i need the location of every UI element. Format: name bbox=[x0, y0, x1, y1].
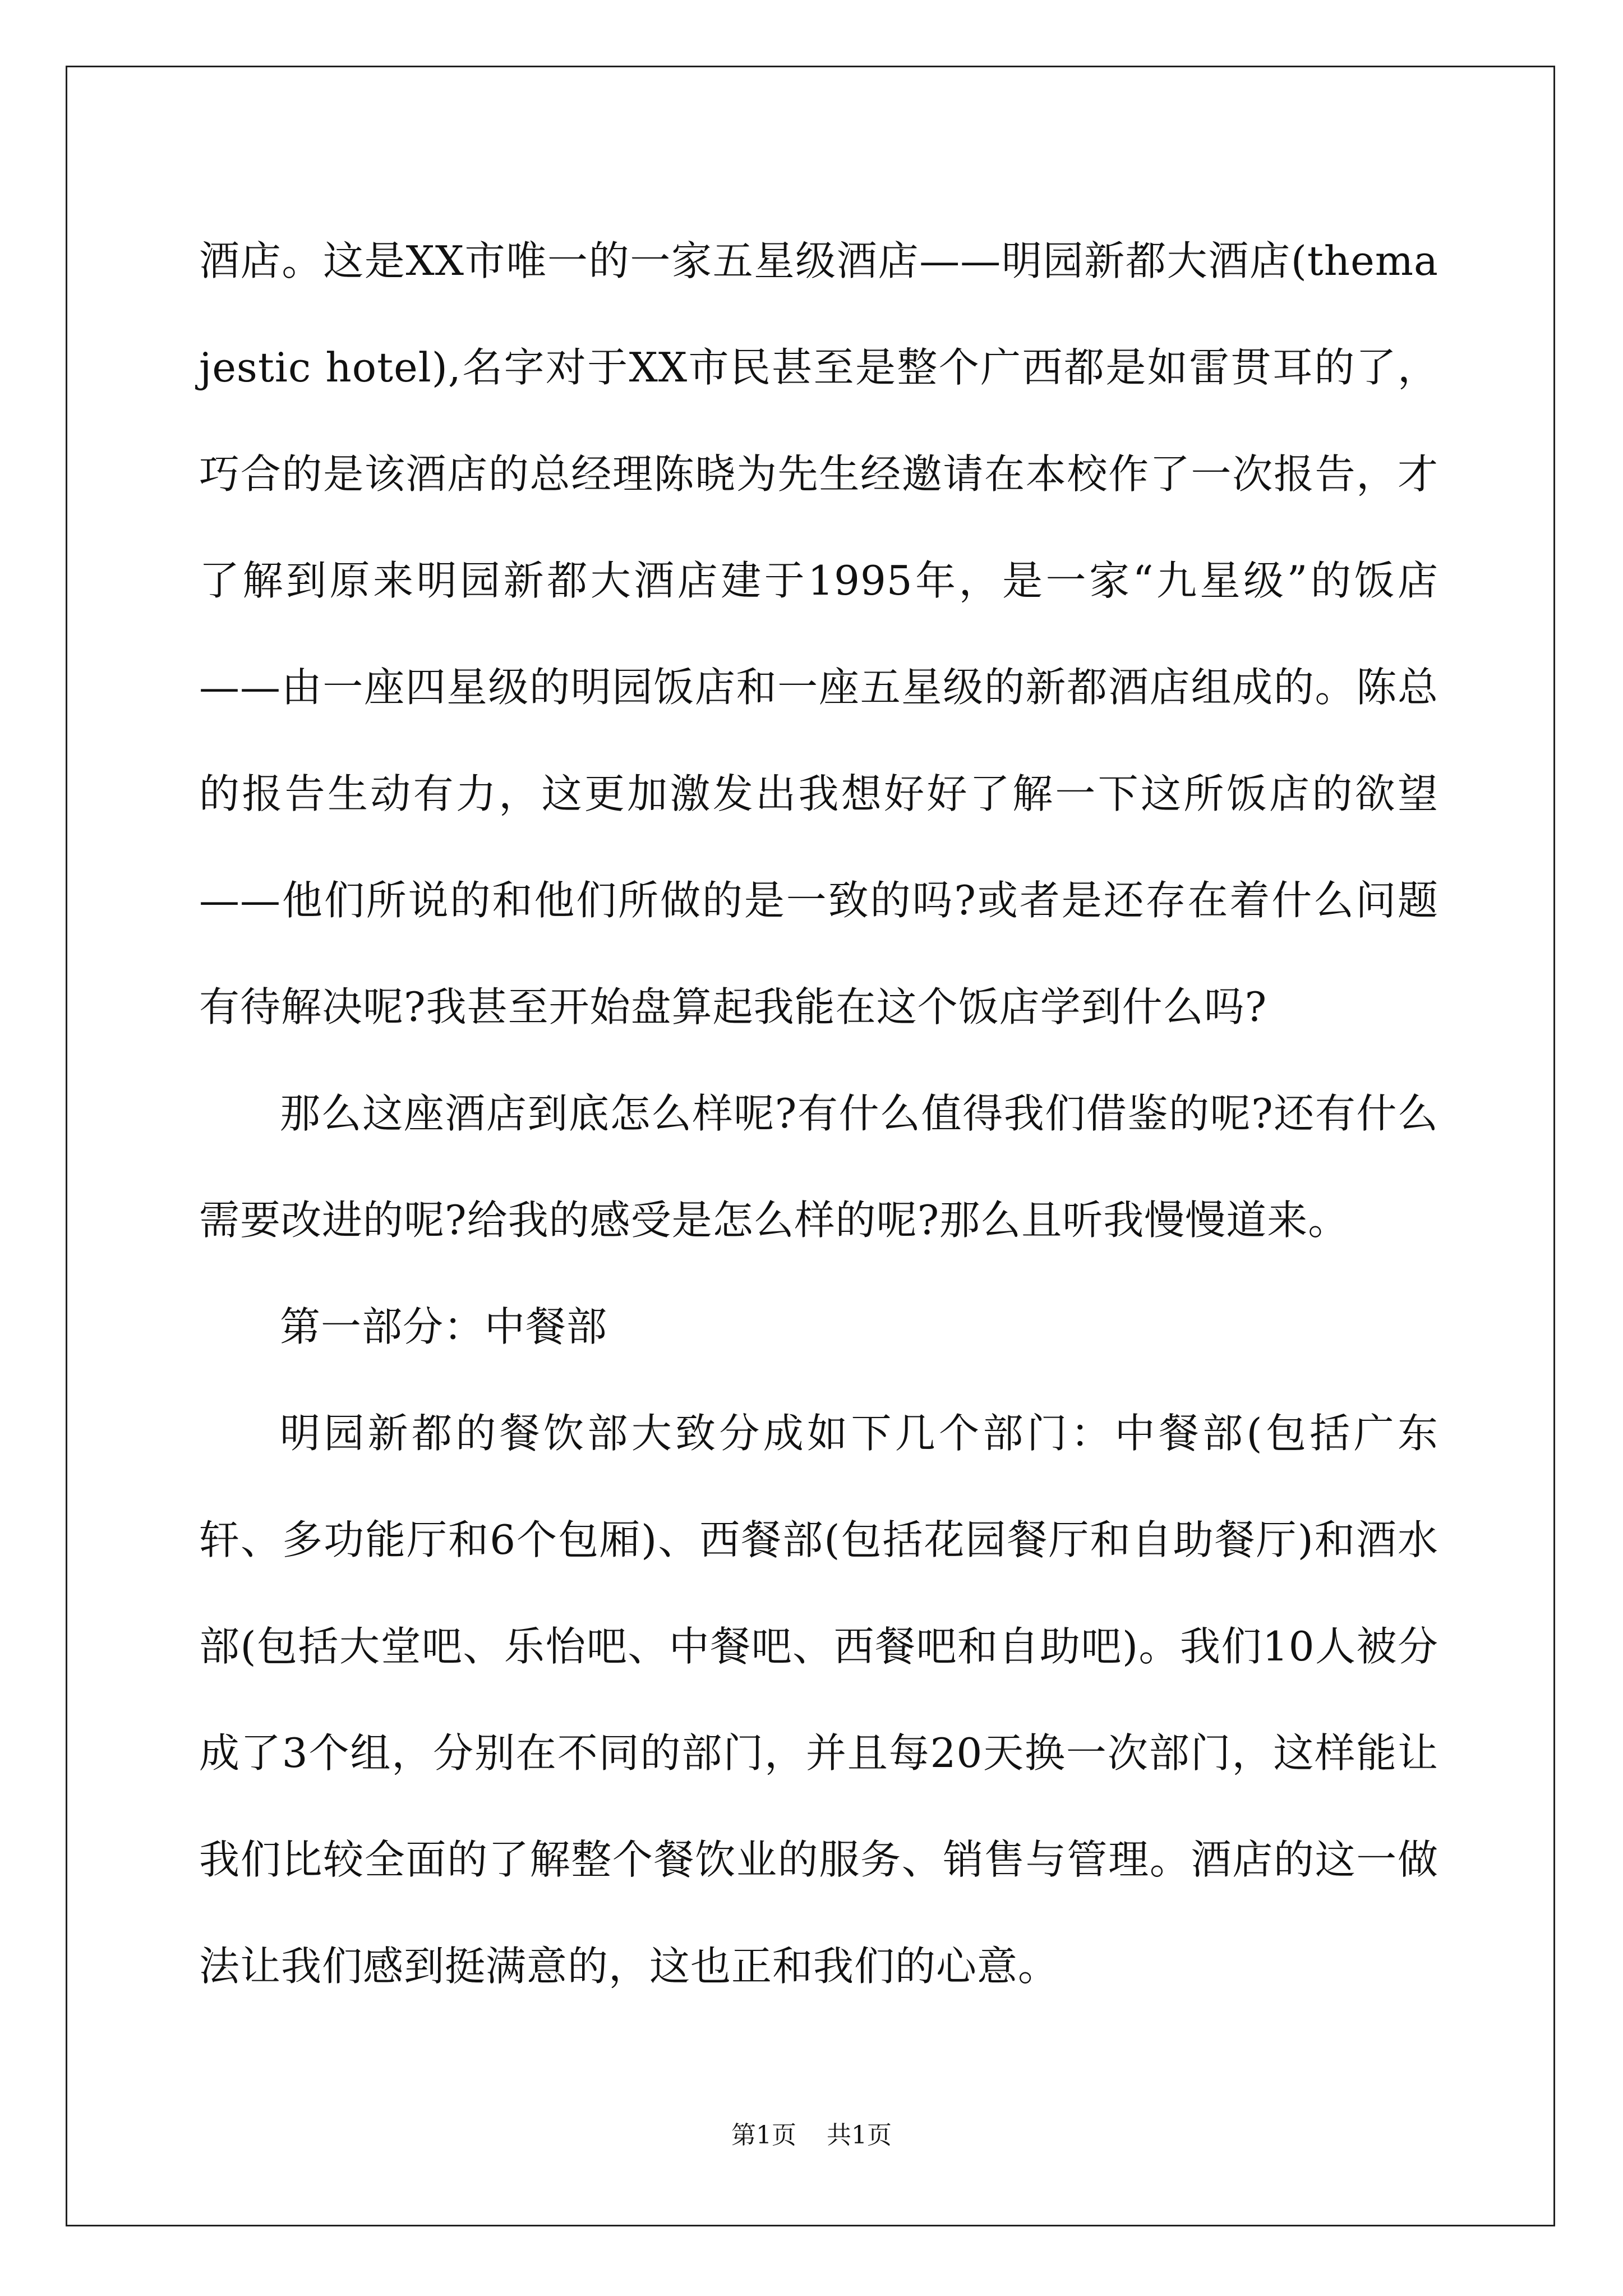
section-heading: 第一部分：中餐部 bbox=[280, 1303, 608, 1350]
page-number: 第1页 bbox=[731, 2121, 796, 2150]
document-body bbox=[199, 208, 1438, 2019]
page-footer bbox=[0, 2115, 1623, 2151]
page-total: 共1页 bbox=[827, 2121, 892, 2150]
paragraph-departments: 明园新都的餐饮部大致分成如下几个部门：中餐部(包括广东轩、多功能厅和6个包厢)、西餐部(包括花园餐厅和自助餐厅)和酒水部(包括大堂吧、乐怡吧、中餐吧、西餐吧和自助吧)。我们10人被分成了3个组，分别在不同的部门，并且每20天换一次部门，这样能让我们比较全面的了解整个餐饮业的服务、销售与管理。酒店的这一做法让我们感到挺满意的，这也正和我们的心意。 bbox=[199, 1410, 1438, 1990]
paragraph-intro: 酒店。这是XX市唯一的一家五星级酒店——明园新都大酒店(themajestic hotel),名字对于XX市民甚至是整个广西都是如雷贯耳的了，巧合的是该酒店的总经理陈晓为先生经邀请在本校作了一次报告，才了解到原来明园新都大酒店建于1995年，是一家“九星级”的饭店——由一座四星级的明园饭店和一座五星级的新都酒店组成的。陈总的报告生动有力，这更加激发出我想好好了解一下这所饭店的欲望——他们所说的和他们所做的是一致的吗?或者是还存在着什么问题有待解决呢?我甚至开始盘算起我能在这个饭店学到什么吗? bbox=[199, 237, 1438, 1030]
paragraph-questions: 那么这座酒店到底怎么样呢?有什么值得我们借鉴的呢?还有什么需要改进的呢?给我的感受是怎么样的呢?那么且听我慢慢道来。 bbox=[199, 1090, 1438, 1244]
